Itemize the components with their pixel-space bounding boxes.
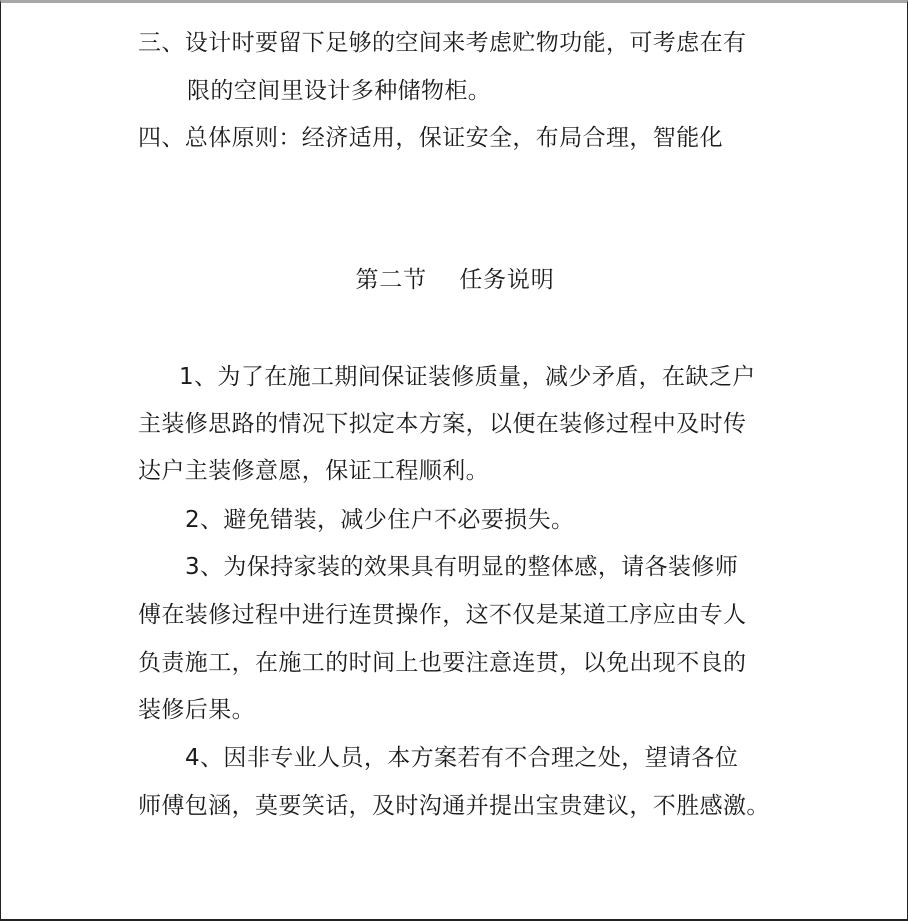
task-1-line-2: 主装修思路的情况下拟定本方案，以便在装修过程中及时传 bbox=[138, 411, 747, 437]
task-1-line-1: 1、为了在施工期间保证装修质量，减少矛盾，在缺乏户 bbox=[179, 364, 756, 390]
task-3-line-1: 3、为保持家装的效果具有明显的整体感，请各装修师 bbox=[185, 554, 739, 580]
principle-4: 四、总体原则：经济适用，保证安全，布局合理，智能化 bbox=[138, 125, 723, 151]
task-1-line-3: 达户主装修意愿，保证工程顺利。 bbox=[138, 458, 489, 484]
task-2-line-1: 2、避免错装，减少住户不必要损失。 bbox=[185, 507, 575, 533]
task-3-line-3: 负责施工，在施工的时间上也要注意连贯，以免出现不良的 bbox=[138, 650, 747, 676]
section-title: 第二节 任务说明 bbox=[355, 267, 555, 293]
principle-3-line-2: 限的空间里设计多种储物柜。 bbox=[187, 78, 492, 104]
principle-3-line-1: 三、设计时要留下足够的空间来考虑贮物功能，可考虑在有 bbox=[138, 30, 747, 56]
task-4-line-1: 4、因非专业人员，本方案若有不合理之处，望请各位 bbox=[185, 745, 739, 771]
task-4-line-2: 师傅包涵，莫要笑话，及时沟通并提出宝贵建议，不胜感激。 bbox=[138, 793, 770, 819]
task-3-line-4: 装修后果。 bbox=[138, 697, 255, 723]
task-3-line-2: 傅在装修过程中进行连贯操作，这不仅是某道工序应由专人 bbox=[138, 602, 747, 628]
